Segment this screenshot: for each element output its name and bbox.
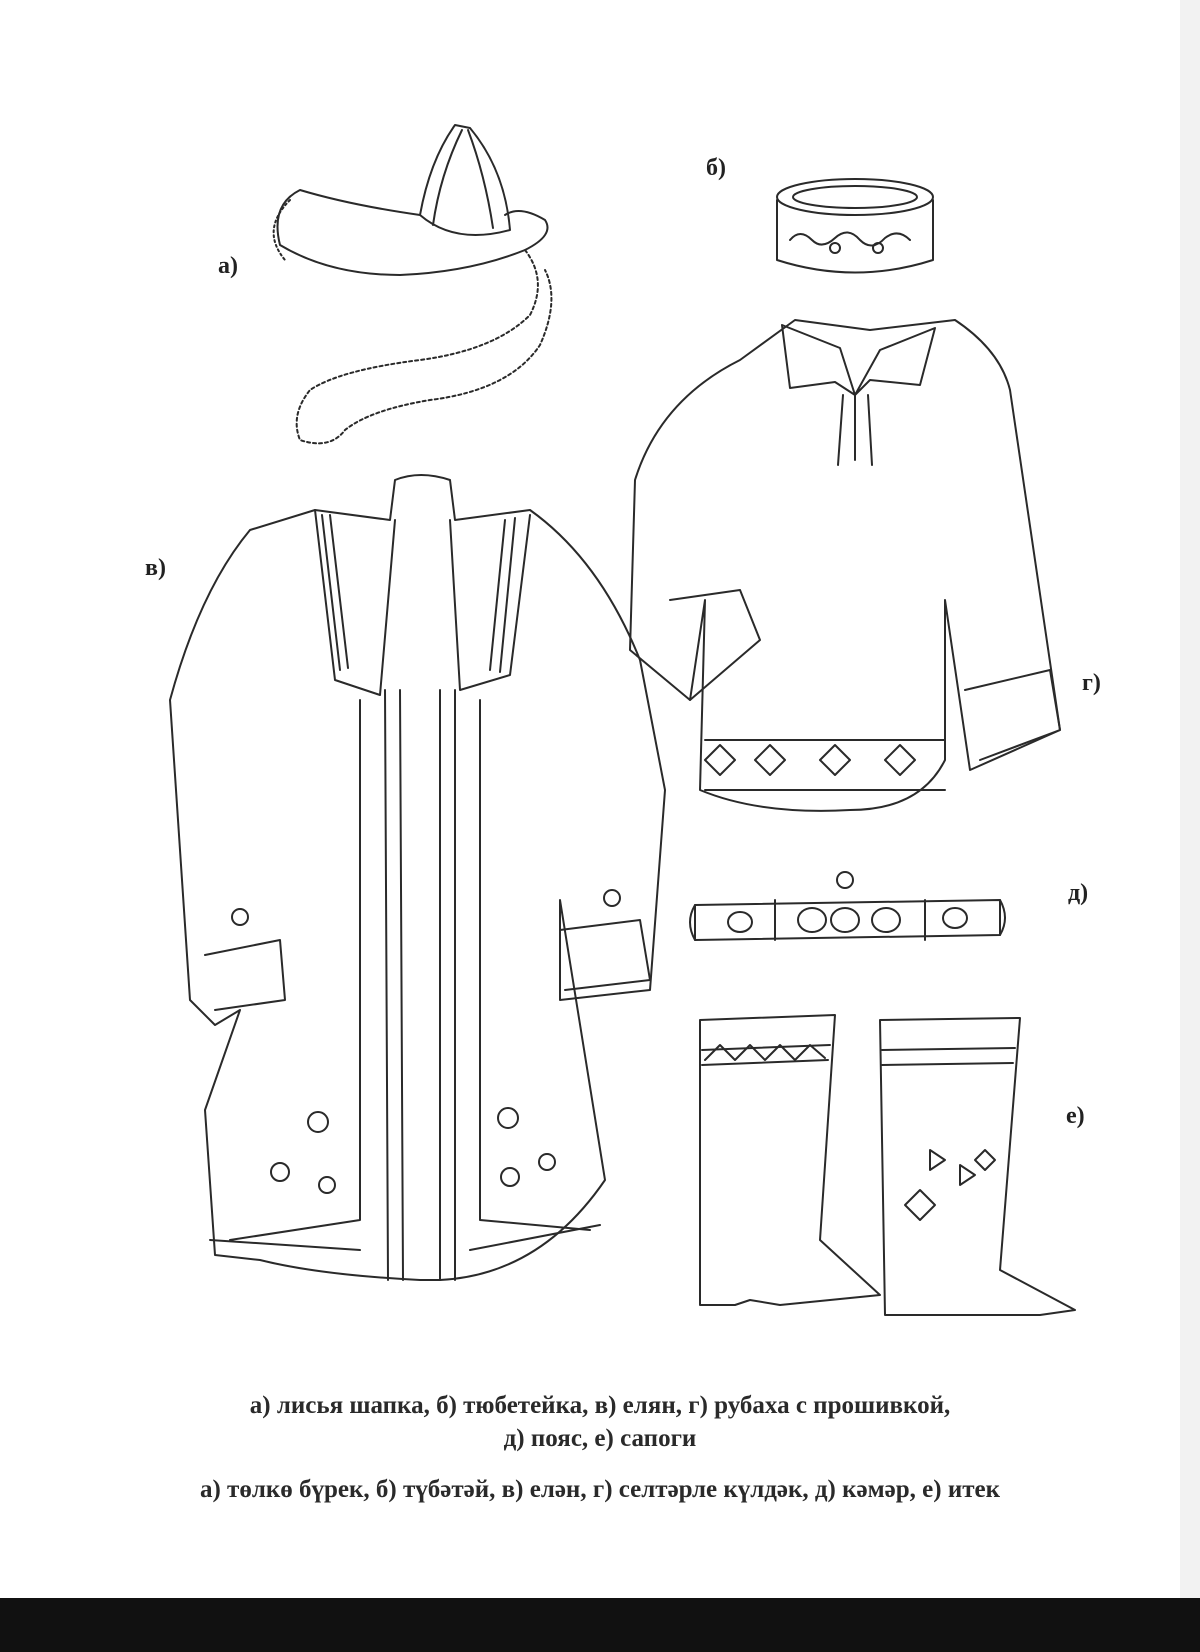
- label-g: г): [1082, 670, 1101, 696]
- label-d: д): [1068, 880, 1089, 906]
- caption-tatar-line: а) төлкө бүрек, б) түбәтәй, в) елән, г) селтәрле күлдәк, д) кәмәр, е) итек: [199, 1476, 1001, 1503]
- label-e: е): [1066, 1103, 1085, 1129]
- scan-bottom-strip: [0, 1598, 1200, 1652]
- label-v: в): [145, 555, 166, 581]
- label-a: а): [218, 253, 238, 279]
- embroidered-shirt-drawing: [630, 320, 1060, 811]
- caption-russian-line-2: д) пояс, е) сапоги: [503, 1425, 697, 1452]
- caption-russian-line-1: а) лисья шапка, б) тюбетейка, в) елян, г) рубаха с прошивкой,: [249, 1392, 951, 1419]
- boots-drawing: [700, 1015, 1075, 1315]
- belt-drawing: [690, 872, 1005, 940]
- elyan-coat-drawing: [170, 475, 665, 1280]
- fox-fur-hat-drawing: [274, 125, 552, 443]
- tubeteika-drawing: [777, 179, 933, 273]
- label-b: б): [706, 155, 726, 181]
